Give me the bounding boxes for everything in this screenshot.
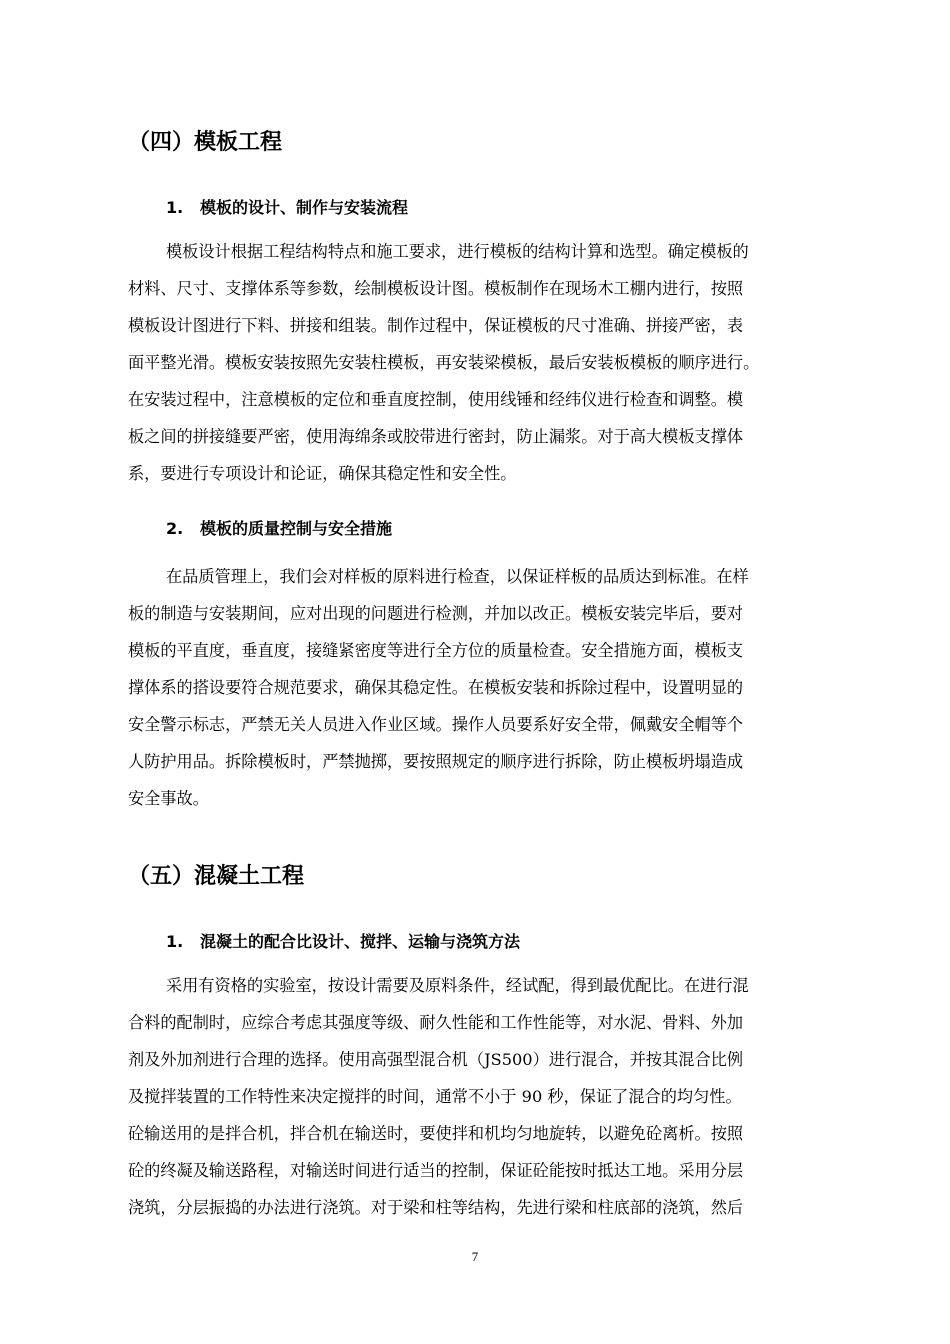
paragraph-line: 在安装过程中，注意模板的定位和垂直度控制，使用线锤和经纬仪进行检查和调整。模 bbox=[128, 390, 744, 409]
subsection-number: 1. bbox=[166, 932, 184, 951]
paragraph-line: 板的制造与安装期间，应对出现的问题进行检测，并加以改正。模板安装完毕后，要对 bbox=[128, 604, 744, 623]
paragraph-line: 在品质管理上，我们会对样板的原料进行检查，以保证样板的品质达到标准。在样 bbox=[166, 567, 749, 586]
page-number: 7 bbox=[471, 1249, 479, 1264]
paragraph-line: 砼的终凝及输送路程，对输送时间进行适当的控制，保证砼能按时抵达工地。采用分层 bbox=[128, 1161, 744, 1180]
paragraph-5-1 bbox=[128, 967, 864, 1226]
section-heading-4: （四）模板工程 bbox=[128, 130, 283, 155]
subsection-number: 1. bbox=[166, 198, 184, 217]
subsection-heading-5-1 bbox=[166, 930, 520, 954]
paragraph-line: 材料、尺寸、支撑体系等参数，绘制模板设计图。模板制作在现场木工棚内进行，按照 bbox=[128, 279, 744, 298]
paragraph-line: 剂及外加剂进行合理的选择。使用高强型混合机（JS500）进行混合，并按其混合比例 bbox=[128, 1050, 744, 1069]
paragraph-line: 模板设计图进行下料、拼接和组装。制作过程中，保证模板的尺寸准确、拼接严密，表 bbox=[128, 316, 744, 335]
subsection-heading-4-2 bbox=[166, 517, 392, 541]
paragraph-line: 模板设计根据工程结构特点和施工要求，进行模板的结构计算和选型。确定模板的 bbox=[166, 242, 749, 261]
paragraph-4-1 bbox=[128, 233, 864, 492]
paragraph-line: 合料的配制时，应综合考虑其强度等级、耐久性能和工作性能等，对水泥、骨料、外加 bbox=[128, 1013, 744, 1032]
paragraph-line: 砼输送用的是拌合机，拌合机在输送时，要使拌和机均匀地旋转，以避免砼离析。按照 bbox=[128, 1124, 744, 1143]
paragraph-line: 板之间的拼接缝要严密，使用海绵条或胶带进行密封，防止漏浆。对于高大模板支撑体 bbox=[128, 427, 744, 446]
paragraph-line: 面平整光滑。模板安装按照先安装柱模板，再安装梁模板，最后安装板模板的顺序进行。 bbox=[128, 353, 760, 372]
paragraph-line: 及搅拌装置的工作特性来决定搅拌的时间，通常不小于 90 秒，保证了混合的均匀性。 bbox=[128, 1087, 742, 1106]
paragraph-line: 采用有资格的实验室，按设计需要及原料条件，经试配，得到最优配比。在进行混 bbox=[166, 976, 749, 995]
paragraph-line: 人防护用品。拆除模板时，严禁抛掷，要按照规定的顺序进行拆除，防止模板坍塌造成 bbox=[128, 752, 744, 771]
paragraph-line: 安全事故。 bbox=[128, 789, 209, 808]
subsection-title: 模板的设计、制作与安装流程 bbox=[200, 198, 409, 217]
paragraph-line: 安全警示标志，严禁无关人员进入作业区域。操作人员要系好安全带，佩戴安全帽等个 bbox=[128, 715, 744, 734]
subsection-title: 模板的质量控制与安全措施 bbox=[200, 519, 393, 538]
paragraph-line: 撑体系的搭设要符合规范要求，确保其稳定性。在模板安装和拆除过程中，设置明显的 bbox=[128, 678, 744, 697]
subsection-title: 混凝土的配合比设计、搅拌、运输与浇筑方法 bbox=[200, 932, 521, 951]
paragraph-line: 系，要进行专项设计和论证，确保其稳定性和安全性。 bbox=[128, 464, 517, 483]
paragraph-line: 浇筑，分层振捣的办法进行浇筑。对于梁和柱等结构，先进行梁和柱底部的浇筑，然后 bbox=[128, 1198, 744, 1217]
subsection-heading-4-1 bbox=[166, 196, 408, 220]
paragraph-line: 模板的平直度，垂直度，接缝紧密度等进行全方位的质量检查。安全措施方面，模板支 bbox=[128, 641, 744, 660]
section-heading-5: （五）混凝土工程 bbox=[128, 864, 305, 889]
paragraph-4-2 bbox=[128, 558, 864, 817]
subsection-number: 2. bbox=[166, 519, 184, 538]
